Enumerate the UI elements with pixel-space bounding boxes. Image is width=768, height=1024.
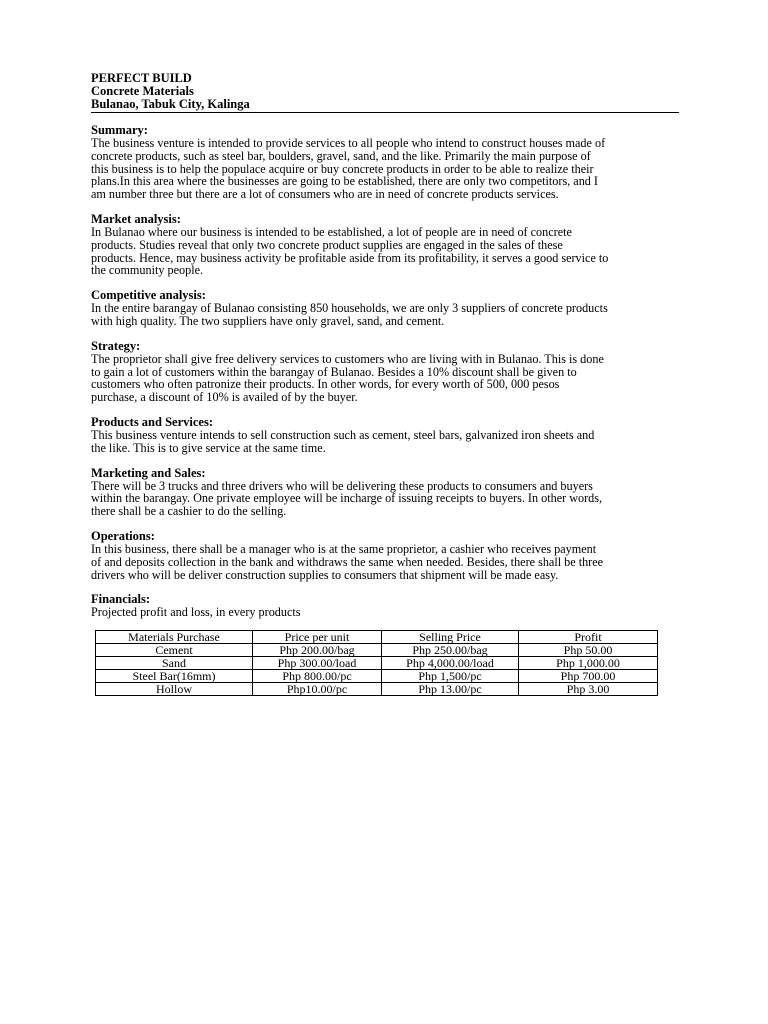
document-page [91,72,681,696]
section-title: Financials: [91,592,151,607]
section-title: Strategy: [91,338,141,353]
section-line: In this business, there shall be a manager who is at the same proprietor, a cashier who receives payment [91,541,597,556]
table-cell: Cement [96,644,253,657]
table-cell: Php 3.00 [519,683,658,696]
section-line: this business is to help the populace acquire or buy concrete products in order to be able to realize their [91,161,594,176]
section-line: products. Studies reveal that only two concrete product supplies are engaged in the sales of these [91,237,563,252]
table-cell: Php 250.00/bag [382,644,519,657]
section-line: of and deposits collection in the bank and withdraws the same when needed. Besides, there shall be three [91,554,604,569]
table-cell: Php 4,000.00/load [382,657,519,670]
section-line: products. Hence, may business activity be profitable aside from its profitability, it serves a good service to [91,250,609,265]
section-line: In Bulanao where our business is intended to be established, a lot of people are in need of concrete [91,224,572,239]
table-header-cell: Selling Price [382,631,519,644]
section-line: there shall be a cashier to do the selling. [91,504,287,519]
table-header-row [96,631,658,644]
company-name: PERFECT BUILD [91,71,192,85]
section-line: Projected profit and loss, in every products [91,605,301,620]
section-strategy [91,340,681,404]
section-competitive-analysis [91,289,681,328]
section-marketing-sales [91,467,681,518]
table-cell: Php 300.00/load [253,657,382,670]
table-cell: Hollow [96,683,253,696]
section-title: Marketing and Sales: [91,465,206,480]
table-cell: Sand [96,657,253,670]
table-cell: Php 800.00/pc [253,670,382,683]
section-title: Market analysis: [91,211,181,226]
section-financials [91,593,681,619]
table-cell: Php 1,000.00 [519,657,658,670]
section-line: drivers who will be deliver construction supplies to consumers that shipment will be made easy. [91,567,559,582]
section-line: to gain a lot of customers within the barangay of Bulanao. Besides a 10% discount shall be given to [91,364,577,379]
table-cell: Php 200.00/bag [253,644,382,657]
header-divider [91,112,679,113]
table-cell: Php 1,500/pc [382,670,519,683]
section-line: am number three but there are a lot of consumers who are in need of concrete products services. [91,187,559,202]
table-row [96,644,658,657]
section-line: This business venture intends to sell construction such as cement, steel bars, galvanized iron sheets and [91,427,595,442]
section-line: the like. This is to give service at the same time. [91,440,326,455]
section-line: The proprietor shall give free delivery services to customers who are living with in Bulanao. This is done [91,351,604,366]
table-row [96,670,658,683]
section-line: The business venture is intended to provide services to all people who intend to construct houses made of [91,136,606,150]
section-line: within the barangay. One private employee will be incharge of issuing receipts to buyers. In other words, [91,491,603,506]
section-summary [91,124,681,201]
table-row [96,683,658,696]
table-cell: Steel Bar(16mm) [96,670,253,683]
section-products-services [91,416,681,455]
section-line: There will be 3 trucks and three drivers who will be delivering these products to consumers and buyers [91,478,593,493]
table-header-cell: Materials Purchase [96,631,253,644]
table-header-cell: Price per unit [253,631,382,644]
table-cell: Php 700.00 [519,670,658,683]
table-header-cell: Profit [519,631,658,644]
table-cell: Php 50.00 [519,644,658,657]
section-operations [91,530,681,581]
section-market-analysis [91,213,681,277]
section-line: the community people. [91,263,204,278]
table-row [96,657,658,670]
table-cell: Php 13.00/pc [382,683,519,696]
section-title: Summary: [91,123,148,137]
table-cell: Php10.00/pc [253,683,382,696]
section-line: plans.In this area where the businesses are going to be established, there are only two competitors, and I [91,174,598,189]
section-line: purchase, a discount of 10% is availed of by the buyer. [91,390,358,405]
section-title: Competitive analysis: [91,288,206,303]
company-location: Bulanao, Tabuk City, Kalinga [91,97,250,111]
company-subtitle: Concrete Materials [91,84,194,98]
financials-table [95,630,658,696]
section-line: with high quality. The two suppliers have only gravel, sand, and cement. [91,313,445,328]
section-title: Products and Services: [91,414,213,429]
section-line: concrete products, such as steel bar, boulders, gravel, sand, and the like. Primarily the main purpose of [91,148,591,163]
section-title: Operations: [91,528,155,543]
section-line: In the entire barangay of Bulanao consisting 850 households, we are only 3 suppliers of concrete products [91,301,608,316]
section-line: customers who often patronize their products. In other words, for every worth of 500, 000 pesos [91,377,560,392]
